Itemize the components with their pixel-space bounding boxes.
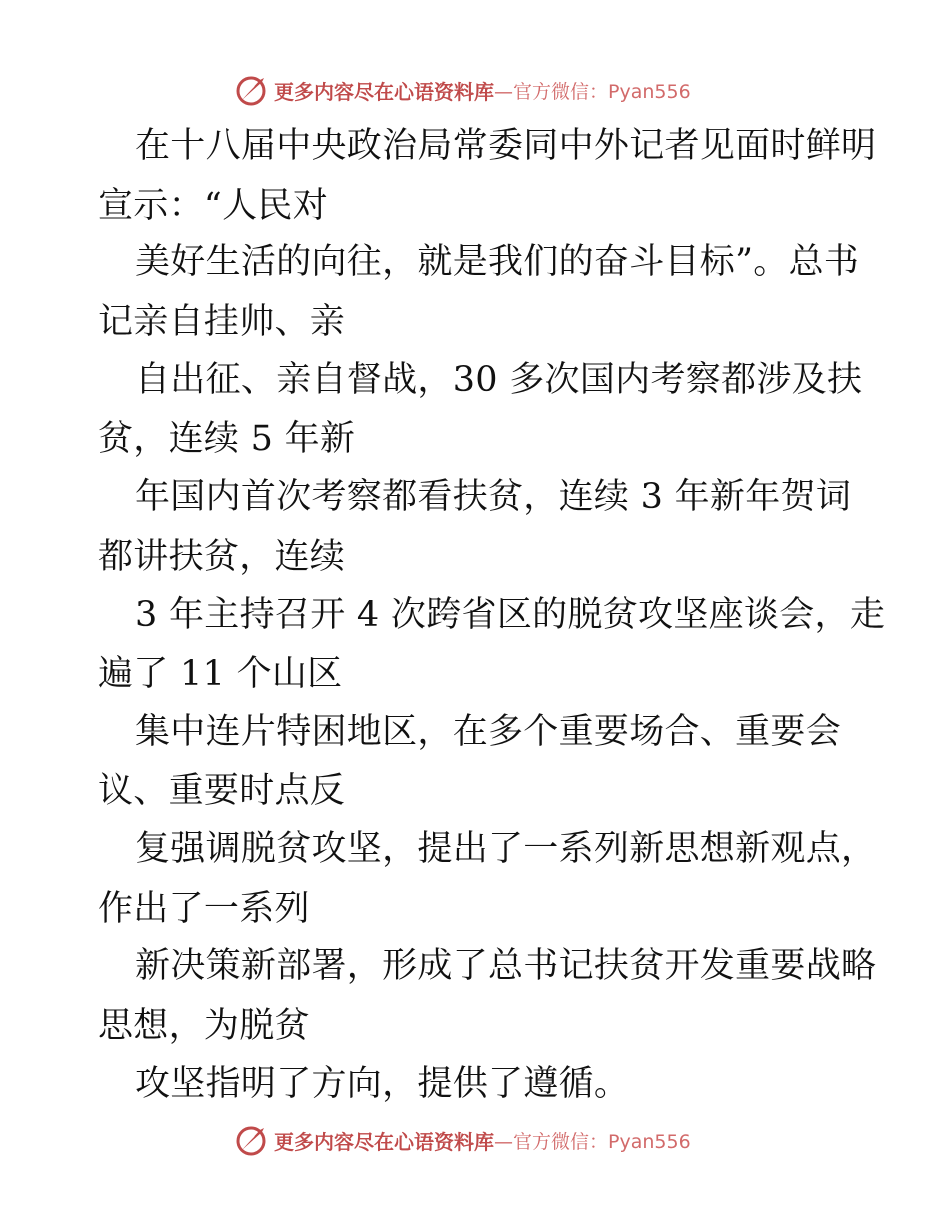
text-line: 复强调脱贫攻坚，提出了一系列新思想新观点，: [135, 829, 877, 869]
footer-banner-title: 更多内容尽在心语资料库: [274, 1129, 494, 1154]
text-line: 宣示：“人民对: [98, 186, 328, 226]
header-banner: [234, 70, 691, 110]
text-line: 遍了 11 个山区: [98, 654, 343, 694]
text-line: 集中连片特困地区，在多个重要场合、重要会: [135, 712, 842, 752]
text-line: 作出了一系列: [98, 889, 310, 929]
footer-banner: [234, 1120, 691, 1160]
text-line: 3 年主持召开 4 次跨省区的脱贫攻坚座谈会，走: [135, 595, 886, 635]
text-line: 在十八届中央政治局常委同中外记者见面时鲜明: [135, 126, 877, 166]
text-line: 都讲扶贫，连续: [98, 537, 346, 577]
text-line: 贫，连续 5 年新: [98, 419, 356, 459]
header-banner-title: 更多内容尽在心语资料库: [274, 79, 494, 104]
quill-pen-logo-icon: [234, 72, 270, 108]
text-line: 年国内首次考察都看扶贫，连续 3 年新年贺词: [135, 477, 852, 517]
text-line: 议、重要时点反: [98, 771, 346, 811]
header-banner-wechat: —官方微信：Pyan556: [494, 80, 691, 103]
footer-banner-wechat: —官方微信：Pyan556: [494, 1130, 691, 1153]
text-line: 思想，为脱贫: [98, 1006, 310, 1046]
quill-pen-logo-icon: [234, 1122, 270, 1158]
text-line: 攻坚指明了方向，提供了遵循。: [135, 1064, 630, 1104]
text-line: 自出征、亲自督战，30 多次国内考察都涉及扶: [135, 360, 863, 400]
text-line: 记亲自挂帅、亲: [98, 302, 346, 342]
text-line: 美好生活的向往，就是我们的奋斗目标”。总书: [135, 242, 860, 282]
text-line: 新决策新部署，形成了总书记扶贫开发重要战略: [135, 946, 877, 986]
